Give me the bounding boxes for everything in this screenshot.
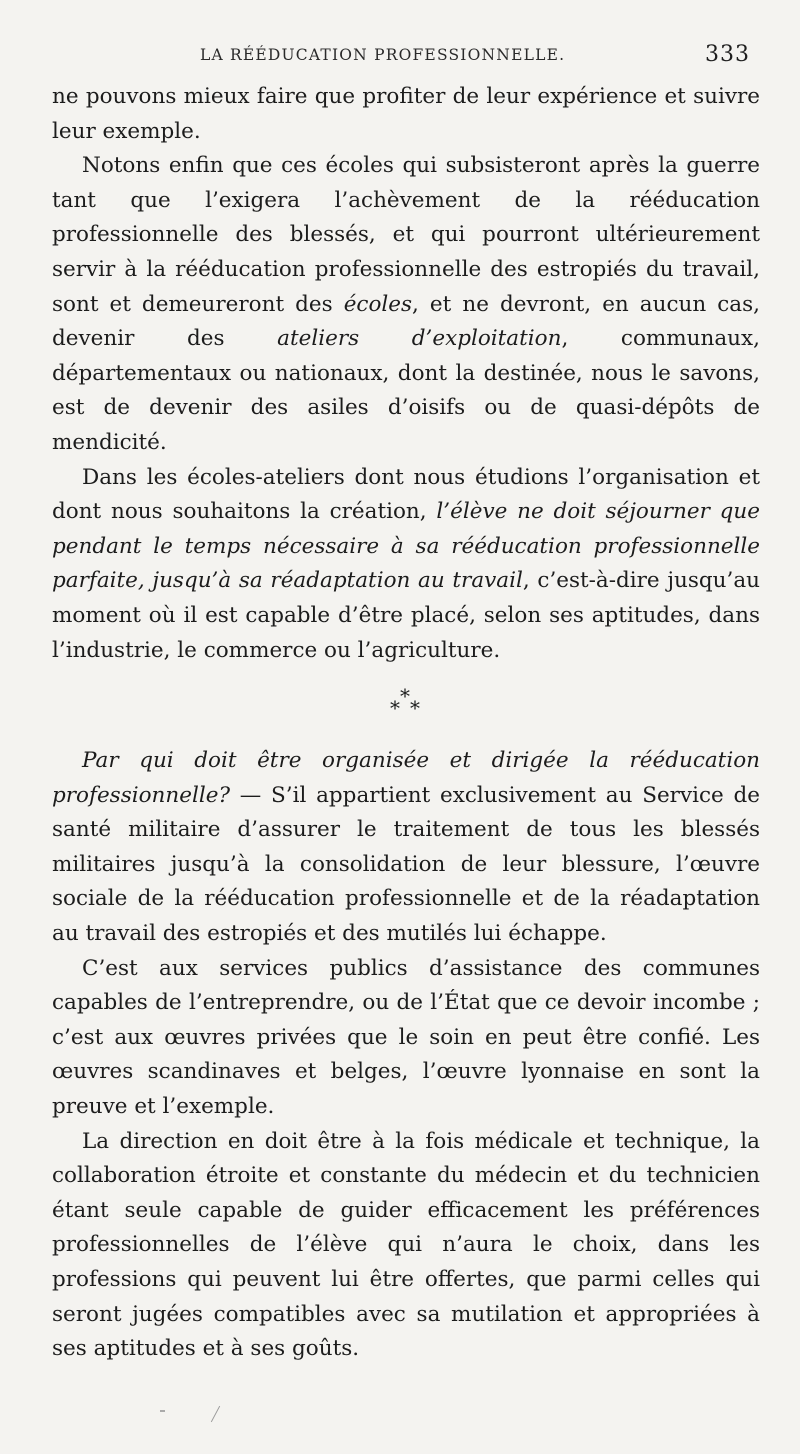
asterism-star: * [390,696,400,721]
scan-speck [160,1410,165,1412]
paragraph-text: , communaux, départementaux ou nationaux, dont la destinée, nous le savons, est de devenir des asiles d’oisifs ou de quasi-dépôts de mendicité. [52,326,760,455]
paragraph-text: , et ne devront, en aucun cas, devenir des [52,291,760,352]
page-number: 333 [705,42,750,67]
paragraph-text: Dans les écoles-ateliers dont nous étudions l’organisation et dont nous souhaitons la création, [52,464,760,525]
asterism-star: * [410,696,420,721]
running-head [50,42,750,72]
scan-speck [211,1406,220,1422]
emphasis-ateliers: ateliers d’exploitation [277,326,562,352]
emphasis-ecoles: écoles [343,291,413,317]
section-asterism [52,668,760,744]
paragraph-direction [52,1125,760,1367]
paragraph-direction-question [52,744,760,952]
running-title: LA RÉÉDUCATION PROFESSIONNELLE. [200,46,566,64]
emphasis-eleve: l’élève ne doit séjourner que pendant le temps nécessaire à sa rééducation professionnelle parfaite, jusqu’à sa réadaptation au travail [52,499,760,594]
paragraph-services-publics [52,952,760,1125]
body-text [52,80,760,1367]
paragraph-ecoles-ateliers [52,461,760,669]
paragraph-text: Notons enfin que ces écoles qui subsisteront après la guerre tant que l’exigera l’achèvement de la rééducation professionnelle des blessés, et qui pourront ultérieurement servir à la rééducation professionnelle des estropiés du travail, sont et demeureront des [52,153,760,317]
paragraph-text: — S’il appartient exclusivement au Service de santé militaire d’assurer le traitement de tous les blessés militaires jusqu’à la consolidation de leur blessure, l’œuvre sociale de la rééducation professionnelle et de la réadaptation au travail des estropiés et des mutilés lui échappe. [52,782,760,947]
section-question-heading: Par qui doit être organisée et dirigée la rééducation professionnelle? [52,748,760,808]
paragraph-ecoles [52,149,760,460]
paragraph-text: C’est aux services publics d’assistance des communes capables de l’entreprendre, ou de l’État que ce devoir incombe ; c’est aux œuvres privées que le soin en peut être confié. Les œuvres scandinaves et belges, l’œuvre lyonnaise en sont la preuve et l’exemple. [52,955,760,1120]
asterism-star: * [400,684,410,709]
paragraph-text: La direction en doit être à la fois médicale et technique, la collaboration étroite et constante du médecin et du technicien étant seule capable de guider efficacement les préférences professionnelles de l’élève qui n’aura le choix, dans les professions qui peuvent lui être offertes, que parmi celles qui seront jugées compatibles avec sa mutilation et appropriées à ses aptitudes et à ses goûts. [52,1128,760,1362]
paragraph-continuation [52,80,760,149]
paragraph-text: ne pouvons mieux faire que profiter de leur expérience et suivre leur exemple. [52,84,760,144]
paragraph-text: , c’est-à-dire jusqu’au moment où il est capable d’être placé, selon ses aptitudes, dans l’industrie, le commerce ou l’agriculture. [52,568,761,663]
